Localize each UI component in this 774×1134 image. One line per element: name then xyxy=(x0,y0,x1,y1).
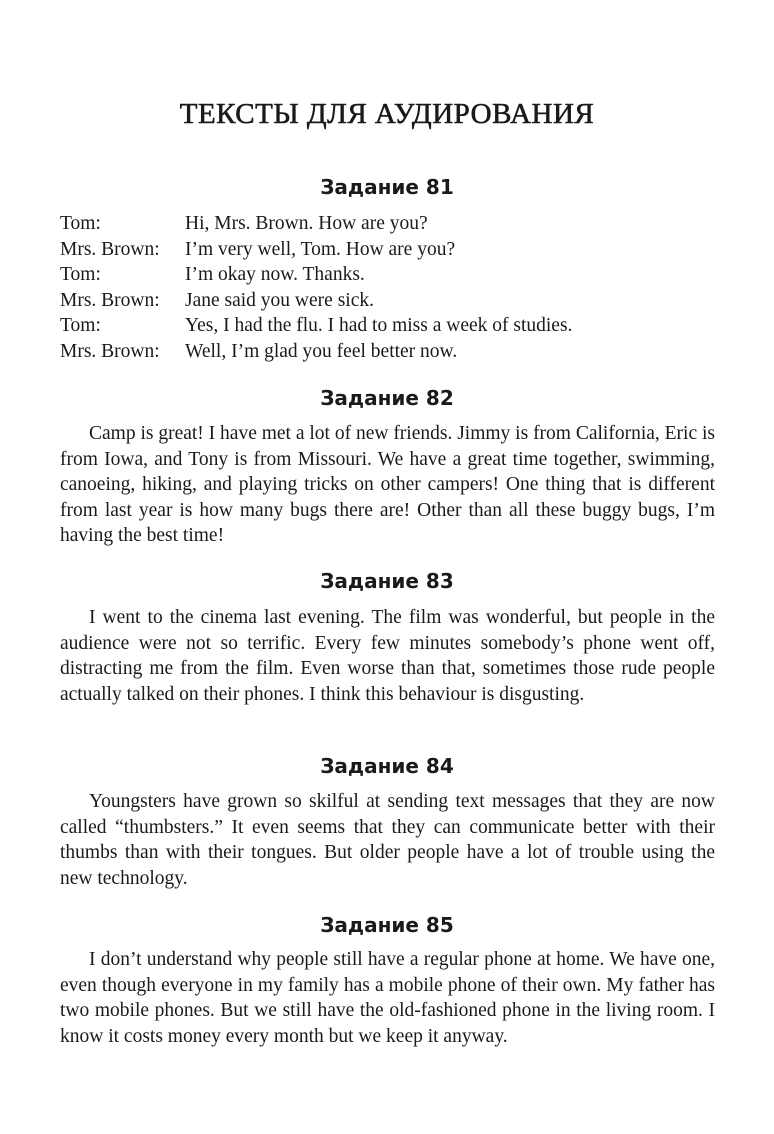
speaker: Mrs. Brown: xyxy=(60,238,160,260)
speaker: Mrs. Brown: xyxy=(60,340,160,362)
paragraph-83: I went to the cinema last evening. The film was wonderful, but people in the audience were not so terrific. Every few minutes somebody’s phone went off, distracting me from the film. Even worse than that, sometimes those rude people actually talked on their phones. I think this behaviour is disgusting. xyxy=(60,607,715,705)
paragraph-84: Youngsters have grown so skilful at sending text messages that they are now called “thumbsters.” It even seems that they can communicate better with their thumbs than with their tongues. But older people have a lot of trouble using the new technology. xyxy=(60,791,715,889)
paragraph-82: Camp is great! I have met a lot of new friends. Jimmy is from California, Eric is from Iowa, and Tony is from Missouri. We have a great time together, swimming, canoeing, hiking, and playing tricks on other campers! One thing that is different from last year is how many bugs there are! Other than all these buggy bugs, I’m having the best time! xyxy=(60,423,716,546)
line: I’m okay now. Thanks. xyxy=(185,264,365,285)
section-heading-84: Задание 84 xyxy=(320,754,454,778)
section-heading-81: Задание 81 xyxy=(320,175,454,199)
dialogue-line xyxy=(60,339,715,365)
speaker: Tom: xyxy=(60,213,101,234)
line: Well, I’m glad you feel better now. xyxy=(185,340,458,362)
section-heading-85: Задание 85 xyxy=(320,913,454,937)
line: Yes, I had the flu. I had to miss a week of studies. xyxy=(185,315,573,336)
dialogue-line xyxy=(60,288,715,314)
section-heading-83: Задание 83 xyxy=(320,569,454,593)
dialogue-line xyxy=(60,262,715,288)
line: Hi, Mrs. Brown. How are you? xyxy=(185,213,428,234)
speaker: Mrs. Brown: xyxy=(60,289,160,311)
dialogue-line xyxy=(60,237,715,263)
line: Jane said you were sick. xyxy=(185,289,374,311)
dialogue-line xyxy=(60,211,715,237)
speaker: Tom: xyxy=(60,264,101,285)
section-heading-82: Задание 82 xyxy=(320,386,454,410)
dialogue-line xyxy=(60,313,715,339)
page-title: ТЕКСТЫ ДЛЯ АУДИРОВАНИЯ xyxy=(179,98,595,130)
line: I’m very well, Tom. How are you? xyxy=(185,238,456,260)
paragraph-85: I don’t understand why people still have a regular phone at home. We have one, even though everyone in my family has a mobile phone of their own. My father has two mobile phones. But we still have the old-fashioned phone in the living room. I know it costs money every month but we keep it anyway. xyxy=(60,949,715,1047)
speaker: Tom: xyxy=(60,315,101,336)
dialogue-81 xyxy=(60,211,715,364)
